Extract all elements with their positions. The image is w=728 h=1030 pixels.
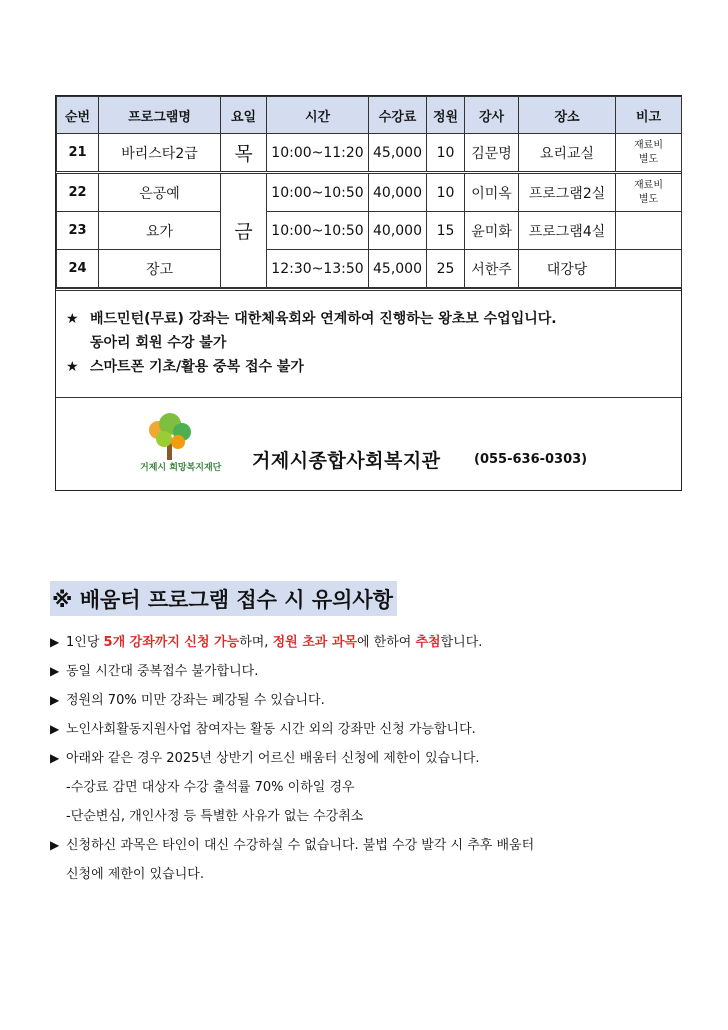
header-fee: 수강료	[369, 97, 427, 134]
list-item	[50, 831, 690, 860]
note-text: 배드민턴(무료) 강좌는 대한체육회와 연계하여 진행하는 왕초보 수업입니다.	[90, 311, 557, 327]
header-day: 요일	[221, 97, 267, 134]
footer	[56, 398, 681, 490]
item-text: 1인당	[66, 635, 104, 650]
item-text: 정원의 70% 미만 강좌는 폐강될 수 있습니다.	[66, 693, 325, 708]
item-highlight: 5개 강좌까지 신청 가능	[103, 635, 240, 650]
star-icon: ★	[66, 359, 79, 375]
item-highlight: 추첨	[415, 635, 441, 650]
arrow-icon: ▶	[50, 635, 60, 649]
foundation-logo	[138, 410, 238, 480]
row-place: 프로그램4실	[519, 212, 616, 250]
row-teacher: 서한주	[465, 250, 519, 288]
row-place: 대강당	[519, 250, 616, 288]
header-teacher: 강사	[465, 97, 519, 134]
row-program: 요가	[99, 212, 221, 250]
row-time: 10:00~10:50	[267, 173, 369, 212]
table-row	[57, 250, 682, 288]
row-time: 12:30~13:50	[267, 250, 369, 288]
item-highlight: 정원 초과 과목	[272, 635, 357, 650]
item-text: 동일 시간대 중복접수 불가합니다.	[66, 664, 259, 679]
row-no: 23	[57, 212, 99, 250]
row-teacher: 이미옥	[465, 173, 519, 212]
table-row	[57, 212, 682, 250]
row-fee: 40,000	[369, 173, 427, 212]
table-header-row	[57, 97, 682, 134]
header-place: 장소	[519, 97, 616, 134]
row-teacher: 윤미화	[465, 212, 519, 250]
header-capacity: 정원	[427, 97, 465, 134]
list-item-continuation: 신청에 제한이 있습니다.	[66, 867, 204, 882]
list-subitem: -수강료 감면 대상자 수강 출석률 70% 이하일 경우	[66, 780, 355, 795]
row-capacity: 15	[427, 212, 465, 250]
row-fee: 40,000	[369, 212, 427, 250]
row-time: 10:00~10:50	[267, 212, 369, 250]
row-note-line2: 별도	[638, 193, 659, 205]
row-place: 프로그램2실	[519, 173, 616, 212]
row-no: 22	[57, 173, 99, 212]
item-text: 노인사회활동지원사업 참여자는 활동 시간 외의 강좌만 신청 가능합니다.	[66, 722, 476, 737]
header-program: 프로그램명	[99, 97, 221, 134]
note-text: 동아리 회원 수강 불가	[90, 335, 227, 351]
arrow-icon: ▶	[50, 722, 60, 736]
row-time: 10:00~11:20	[267, 134, 369, 173]
row-note-line1: 재료비	[634, 139, 663, 151]
program-sheet	[55, 95, 682, 491]
list-subitem: -단순변심, 개인사정 등 특별한 사유가 없는 수강취소	[66, 809, 364, 824]
note-line	[64, 307, 673, 355]
cautions-list	[50, 628, 690, 889]
list-item	[50, 657, 690, 686]
row-note-line1: 재료비	[634, 179, 663, 191]
center-phone: (055-636-0303)	[474, 452, 588, 467]
item-text: 신청하신 과목은 타인이 대신 수강하실 수 없습니다. 불법 수강 발각 시 추후 배움터	[66, 838, 535, 853]
row-program: 은공예	[99, 173, 221, 212]
note-text: 스마트폰 기초/활용 중복 접수 불가	[90, 359, 304, 375]
row-note	[616, 212, 682, 250]
row-program: 바리스타2급	[99, 134, 221, 173]
notes-box	[56, 288, 681, 398]
header-no: 순번	[57, 97, 99, 134]
row-program: 장고	[99, 250, 221, 288]
row-note	[616, 173, 682, 212]
item-text: 에 한하여	[356, 635, 416, 650]
list-item	[50, 744, 690, 773]
row-note-line2: 별도	[638, 153, 659, 165]
list-item	[50, 715, 690, 744]
item-text: 합니다.	[440, 635, 483, 650]
row-day: 금	[221, 173, 267, 288]
cautions-section	[50, 581, 690, 889]
header-note: 비고	[616, 97, 682, 134]
row-teacher: 김문명	[465, 134, 519, 173]
row-place: 요리교실	[519, 134, 616, 173]
arrow-icon: ▶	[50, 693, 60, 707]
table-row	[57, 173, 682, 212]
note-line	[64, 355, 673, 379]
cautions-title: ※ 배움터 프로그램 접수 시 유의사항	[50, 581, 397, 616]
row-capacity: 25	[427, 250, 465, 288]
row-note	[616, 250, 682, 288]
item-text: 하며,	[239, 635, 273, 650]
row-fee: 45,000	[369, 134, 427, 173]
item-text: 아래와 같은 경우 2025년 상반기 어르신 배움터 신청에 제한이 있습니다.	[66, 751, 480, 766]
program-table	[56, 96, 682, 288]
star-icon: ★	[66, 311, 79, 327]
center-name: 거제시종합사회복지관	[252, 450, 441, 472]
arrow-icon: ▶	[50, 838, 60, 852]
row-no: 24	[57, 250, 99, 288]
logo-text: 거제시 희망복지재단	[140, 463, 222, 473]
list-item	[50, 686, 690, 715]
row-capacity: 10	[427, 173, 465, 212]
row-day: 목	[221, 134, 267, 173]
row-no: 21	[57, 134, 99, 173]
table-row	[57, 134, 682, 173]
row-capacity: 10	[427, 134, 465, 173]
row-note	[616, 134, 682, 173]
header-time: 시간	[267, 97, 369, 134]
row-fee: 45,000	[369, 250, 427, 288]
arrow-icon: ▶	[50, 751, 60, 765]
arrow-icon: ▶	[50, 664, 60, 678]
list-item	[50, 628, 690, 657]
